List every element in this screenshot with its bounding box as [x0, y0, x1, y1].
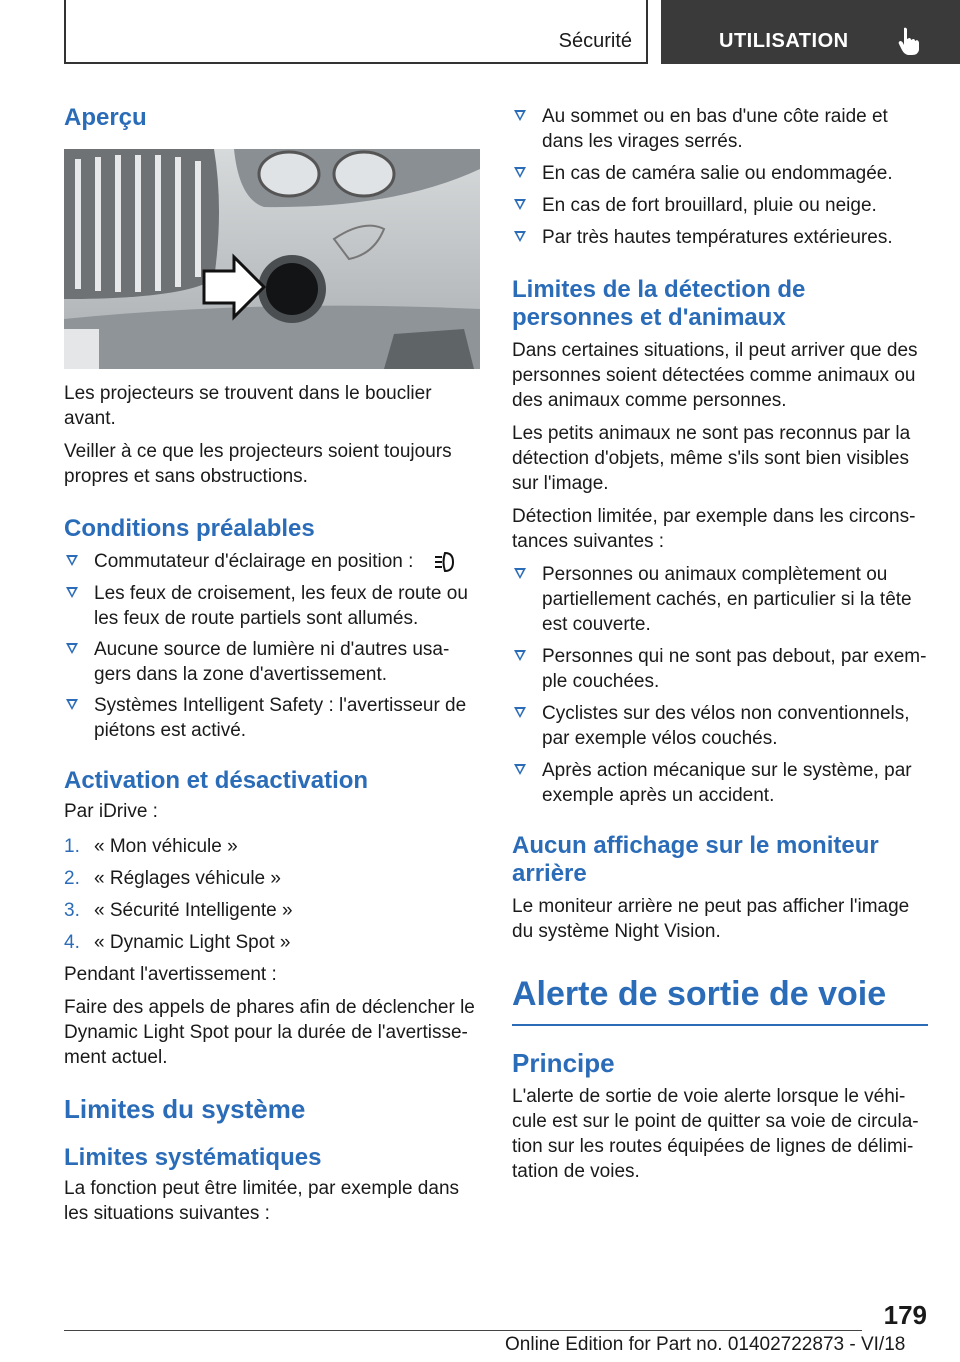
- bumper-illustration: [64, 149, 480, 369]
- step-text: « Sécurité Intelligente »: [94, 900, 293, 921]
- paragraph-pendant: Pendant l'avertissement :: [64, 964, 277, 985]
- bullet-triangle-icon: [66, 643, 78, 654]
- page-number: 179: [883, 1300, 927, 1330]
- paragraph-detection-2: Les petits animaux ne sont pas reconnus par la détection d'objets, même s'ils sont bien visibles sur l'image.: [512, 423, 911, 494]
- heading-detection: Limites de la détection de personnes et d'animaux: [512, 276, 806, 331]
- list-item: [512, 161, 930, 186]
- paragraph-detection-1: Dans certaines situations, il peut arriver que des personnes soient détectées comme animaux ou des animaux comme personnes.: [512, 340, 918, 411]
- bullet-triangle-icon: [514, 110, 526, 121]
- step-text: « Dynamic Light Spot »: [94, 932, 291, 953]
- footer-divider: [64, 1330, 862, 1331]
- conditions-list: [64, 549, 484, 743]
- steps-list: [64, 834, 484, 955]
- list-item-text: Commutateur d'éclairage en position :: [94, 551, 414, 573]
- bullet-triangle-icon: [514, 568, 526, 579]
- heading-aucun: Aucun affichage sur le moniteur arrière: [512, 832, 879, 887]
- step-item: [64, 866, 484, 891]
- headlight-photo: [64, 149, 480, 369]
- paragraph-limites: La fonction peut être limitée, par exemple dans les situations suivantes :: [64, 1178, 460, 1224]
- heading-activation: Activation et désactivation: [64, 767, 369, 794]
- list-item: [64, 693, 484, 743]
- edition-label: Online Edition for Part no. 01402722873 - VI/18: [505, 1334, 906, 1355]
- heading-principe: Principe: [512, 1048, 615, 1078]
- header-section-box: [64, 0, 648, 64]
- list-item: [512, 562, 930, 637]
- section-title: Sécurité: [558, 30, 632, 52]
- list-item-text: Personnes qui ne sont pas debout, par exem-ple couchées.: [542, 646, 927, 692]
- step-text: « Réglages véhicule »: [94, 868, 281, 889]
- situations-list: [512, 104, 930, 250]
- list-item: [64, 637, 484, 687]
- list-item-text: Après action mécanique sur le système, par exemple après un accident.: [542, 760, 912, 806]
- bullet-triangle-icon: [514, 231, 526, 242]
- pointing-hand-icon: [897, 26, 921, 56]
- bullet-triangle-icon: [66, 699, 78, 710]
- list-item-text: Les feux de croisement, les feux de route ou les feux de route partiels sont allumés.: [94, 583, 468, 629]
- list-item-text: Au sommet ou en bas d'une côte raide et dans les virages serrés.: [542, 106, 888, 152]
- heading-underline: [512, 1024, 928, 1026]
- edition-line: [505, 1334, 945, 1356]
- paragraph-detection-3: Détection limitée, par exemple dans les circons-tances suivantes :: [512, 506, 916, 552]
- step-number: 4.: [64, 932, 80, 953]
- paragraph-principe: L'alerte de sortie de voie alerte lorsque le véhi-cule est sur le point de quitter sa voie de circula-tion sur les routes équipées de lignes de délimi-tation de voies.: [512, 1086, 919, 1182]
- paragraph-location: Les projecteurs se trouvent dans le bouclier avant.: [64, 383, 432, 429]
- list-item-text: Personnes ou animaux complètement ou partiellement cachés, en particulier si la tête est couverte.: [542, 564, 912, 635]
- light-switch-symbol-icon: [431, 549, 457, 575]
- right-column: [512, 104, 930, 1014]
- list-item: [512, 104, 930, 154]
- detection-list: [512, 562, 930, 808]
- list-item-text: Cyclistes sur des vélos non conventionnels, par exemple vélos couchés.: [542, 703, 910, 749]
- bullet-triangle-icon: [514, 764, 526, 775]
- list-item-text: Par très hautes températures extérieures.: [542, 227, 893, 248]
- step-item: [64, 834, 484, 859]
- step-text: « Mon véhicule »: [94, 836, 238, 857]
- list-item-text: Systèmes Intelligent Safety : l'avertisseur de piétons est activé.: [94, 695, 467, 741]
- paragraph-idrive: Par iDrive :: [64, 801, 158, 822]
- bullet-triangle-icon: [514, 650, 526, 661]
- heading-limites-sys: Limites systématiques: [64, 1144, 322, 1171]
- paragraph-faire: Faire des appels de phares afin de déclencher le Dynamic Light Spot pour la durée de l'avertisse-ment actuel.: [64, 997, 475, 1068]
- heading-conditions: Conditions préalables: [64, 515, 315, 542]
- bullet-triangle-icon: [66, 555, 78, 566]
- right-column-lower: [512, 1046, 930, 1184]
- heading-alerte: Alerte de sortie de voie: [512, 975, 887, 1013]
- bullet-triangle-icon: [514, 199, 526, 210]
- list-item-text: En cas de caméra salie ou endommagée.: [542, 163, 893, 184]
- step-number: 1.: [64, 836, 80, 857]
- list-item: [512, 225, 930, 250]
- list-item: [512, 193, 930, 218]
- list-item: [512, 758, 930, 808]
- list-item: [512, 701, 930, 751]
- list-item: [64, 549, 484, 575]
- step-item: [64, 898, 484, 923]
- list-item: [64, 581, 484, 631]
- list-item-text: En cas de fort brouillard, pluie ou neige.: [542, 195, 877, 216]
- step-number: 3.: [64, 900, 80, 921]
- heading-apercu: Aperçu: [64, 104, 147, 131]
- list-item-text: Aucune source de lumière ni d'autres usa-gers dans la zone d'avertissement.: [94, 639, 450, 685]
- heading-limites: Limites du système: [64, 1094, 306, 1124]
- paragraph-aucun: Le moniteur arrière ne peut pas afficher l'image du système Night Vision.: [512, 896, 910, 942]
- list-item: [512, 644, 930, 694]
- bullet-triangle-icon: [514, 167, 526, 178]
- bullet-triangle-icon: [66, 587, 78, 598]
- step-number: 2.: [64, 868, 80, 889]
- chapter-title: UTILISATION: [719, 30, 849, 52]
- bullet-triangle-icon: [514, 707, 526, 718]
- left-column: [64, 100, 484, 1226]
- paragraph-clean: Veiller à ce que les projecteurs soient toujours propres et sans obstructions.: [64, 441, 452, 487]
- step-item: [64, 930, 484, 955]
- header-chapter-box: [661, 0, 960, 64]
